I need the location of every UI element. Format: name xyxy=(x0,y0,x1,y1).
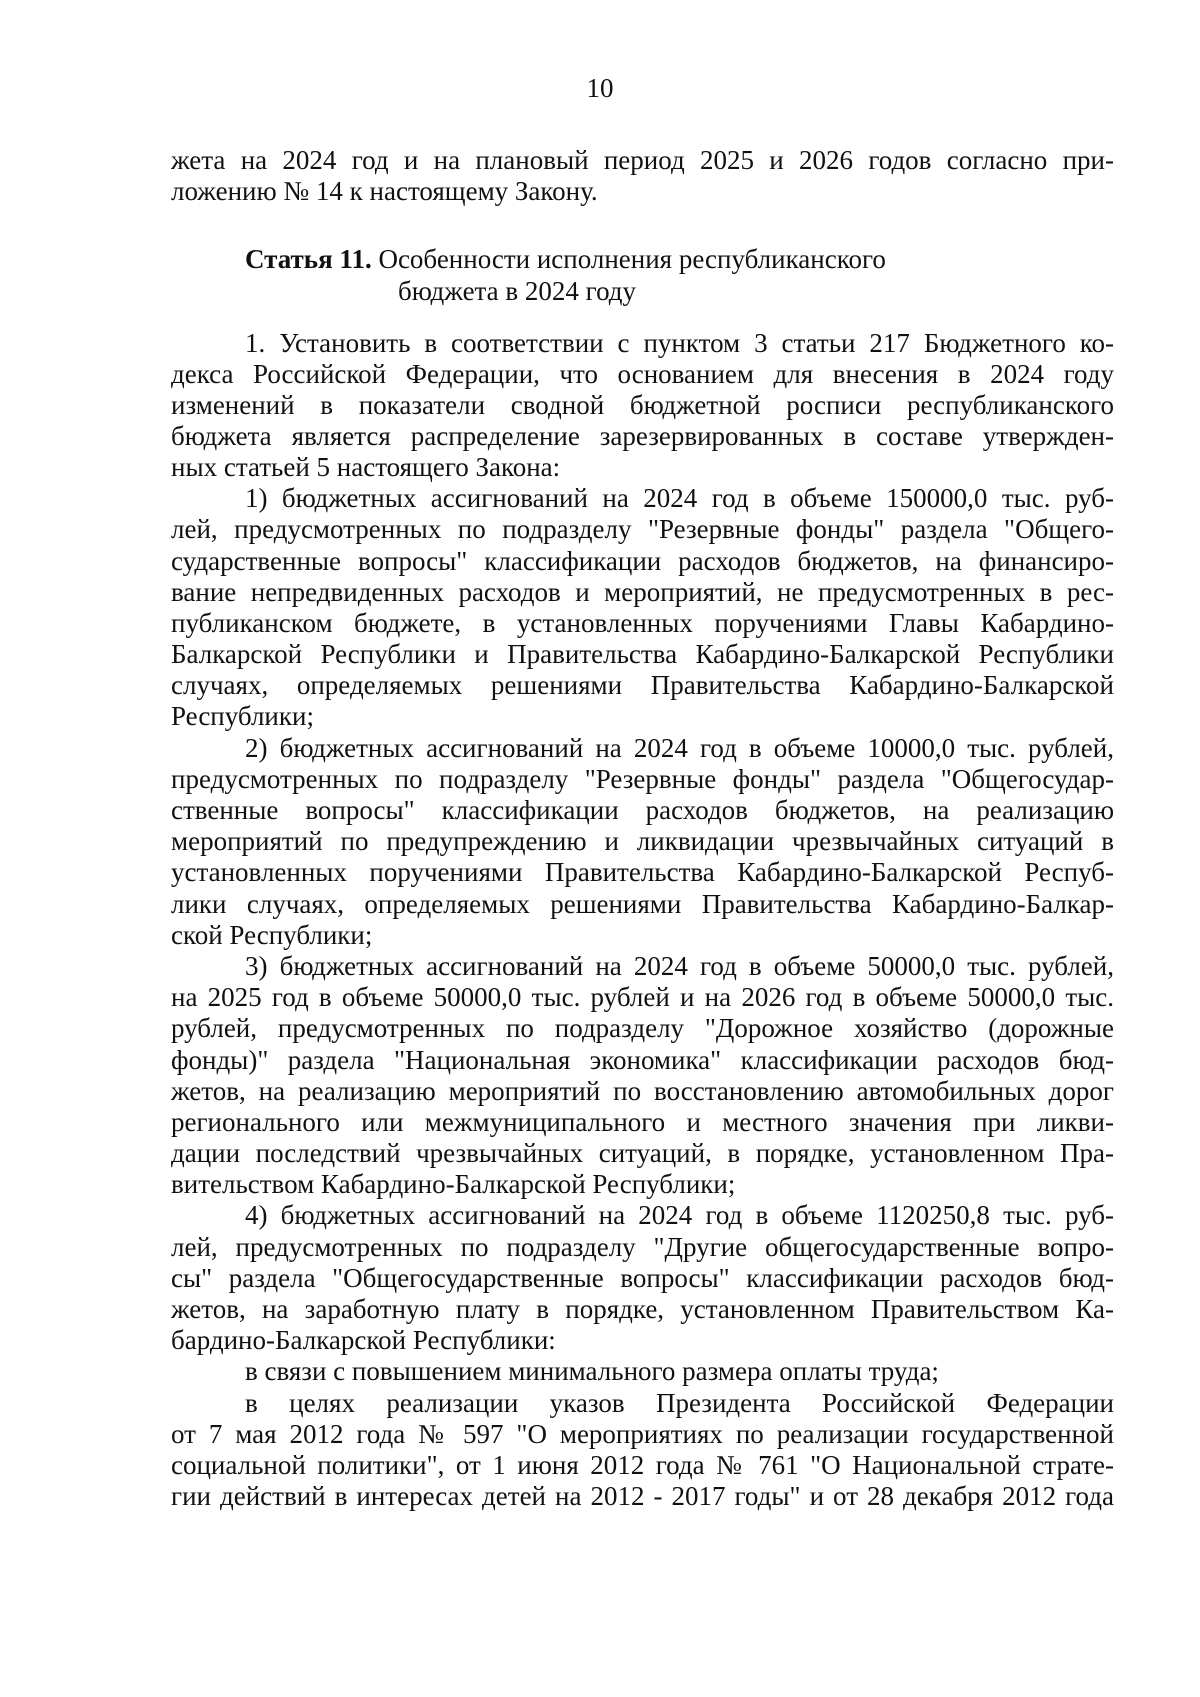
paragraph-line: ных статьей 5 настоящего Закона: xyxy=(171,452,561,482)
paragraph-line: 2) бюджетных ассигнований на 2024 год в объеме 10000,0 тыс. рублей, xyxy=(245,733,1114,763)
article-title-line-2: бюджета в 2024 году xyxy=(398,276,637,306)
paragraph-line: регионального или межмуниципального и местного значения при ликви- xyxy=(171,1107,1114,1137)
paragraph-line: фонды)" раздела "Национальная экономика" классификации расходов бюд- xyxy=(171,1045,1114,1075)
paragraph-line: установленных поручениями Правительства Кабардино-Балкарской Респуб- xyxy=(171,857,1114,887)
paragraph-line: публиканском бюджете, в установленных поручениями Главы Кабардино- xyxy=(171,608,1114,638)
paragraph-line: дации последствий чрезвычайных ситуаций, в порядке, установленном Пра- xyxy=(171,1138,1114,1168)
paragraph-line: жета на 2024 год и на плановый период 2025 и 2026 годов согласно при- xyxy=(171,145,1114,175)
paragraph-line: 3) бюджетных ассигнований на 2024 год в объеме 50000,0 тыс. рублей, xyxy=(245,951,1114,981)
page-number: 10 xyxy=(586,73,614,103)
paragraph-line: вание непредвиденных расходов и мероприятий, не предусмотренных в рес- xyxy=(171,577,1114,607)
paragraph-line: вительством Кабардино-Балкарской Республики; xyxy=(171,1169,736,1199)
paragraph-line: Балкарской Республики и Правительства Кабардино-Балкарской Республики xyxy=(171,639,1114,669)
paragraph-line: декса Российской Федерации, что основанием для внесения в 2024 году xyxy=(171,359,1114,389)
paragraph-line: рублей, предусмотренных по подразделу "Дорожное хозяйство (дорожные xyxy=(171,1013,1114,1043)
paragraph-line: в целях реализации указов Президента Российской Федерации xyxy=(245,1388,1114,1418)
paragraph-line: лики случаях, определяемых решениями Правительства Кабардино-Балкар- xyxy=(171,889,1114,919)
paragraph-line: от 7 мая 2012 года № 597 "О мероприятиях по реализации государственной xyxy=(171,1419,1114,1449)
paragraph-line: социальной политики", от 1 июня 2012 года № 761 "О Национальной страте- xyxy=(171,1450,1114,1480)
paragraph-line: случаях, определяемых решениями Правительства Кабардино-Балкарской xyxy=(171,670,1114,700)
paragraph-line: 1. Установить в соответствии с пунктом 3 статьи 217 Бюджетного ко- xyxy=(245,328,1114,358)
paragraph-line: 1) бюджетных ассигнований на 2024 год в объеме 150000,0 тыс. руб- xyxy=(245,483,1114,513)
paragraph-line: в связи с повышением минимального размера оплаты труда; xyxy=(245,1356,939,1386)
paragraph-line: лей, предусмотренных по подразделу "Резервные фонды" раздела "Общего- xyxy=(171,514,1114,544)
article-label: Статья 11. xyxy=(245,244,372,274)
paragraph-line: ской Республики; xyxy=(171,920,373,950)
paragraph-line: на 2025 год в объеме 50000,0 тыс. рублей и на 2026 год в объеме 50000,0 тыс. xyxy=(171,982,1114,1012)
paragraph-line: Республики; xyxy=(171,701,314,731)
article-title-line-1: Особенности исполнения республиканского xyxy=(378,244,886,274)
article-heading xyxy=(245,244,886,275)
paragraph-line: сударственные вопросы" классификации расходов бюджетов, на финансиро- xyxy=(171,546,1114,576)
paragraph-line: жетов, на реализацию мероприятий по восстановлению автомобильных дорог xyxy=(171,1076,1114,1106)
paragraph-line: предусмотренных по подразделу "Резервные фонды" раздела "Общегосудар- xyxy=(171,764,1114,794)
paragraph-line: жетов, на заработную плату в порядке, установленном Правительством Ка- xyxy=(171,1294,1114,1324)
paragraph-line: гии действий в интересах детей на 2012 - 2017 годы" и от 28 декабря 2012 года xyxy=(171,1481,1114,1511)
paragraph-line: ложению № 14 к настоящему Закону. xyxy=(171,176,598,206)
paragraph-line: бардино-Балкарской Республики: xyxy=(171,1325,556,1355)
paragraph-line: 4) бюджетных ассигнований на 2024 год в объеме 1120250,8 тыс. руб- xyxy=(245,1200,1114,1230)
paragraph-line: бюджета является распределение зарезервированных в составе утвержден- xyxy=(171,421,1114,451)
paragraph-line: мероприятий по предупреждению и ликвидации чрезвычайных ситуаций в xyxy=(171,826,1114,856)
paragraph-line: изменений в показатели сводной бюджетной росписи республиканского xyxy=(171,390,1114,420)
paragraph-line: ственные вопросы" классификации расходов бюджетов, на реализацию xyxy=(171,795,1114,825)
paragraph-line: сы" раздела "Общегосударственные вопросы" классификации расходов бюд- xyxy=(171,1263,1114,1293)
paragraph-line: лей, предусмотренных по подразделу "Другие общегосударственные вопро- xyxy=(171,1232,1114,1262)
